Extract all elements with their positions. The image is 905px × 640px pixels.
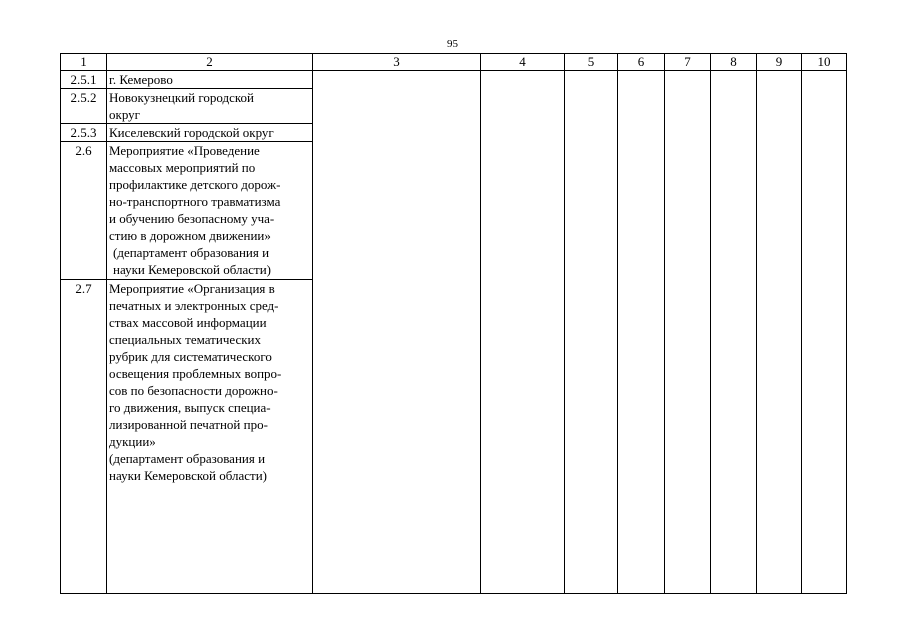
row-title xyxy=(107,142,313,280)
row-title-line: (департамент образования и xyxy=(109,451,266,466)
row-number: 2.5.1 xyxy=(61,71,107,89)
column-header-3: 3 xyxy=(313,54,481,71)
row-number: 2.5.3 xyxy=(61,124,107,142)
empty-cell xyxy=(565,71,618,594)
row-title-line: науки Кемеровской области) xyxy=(113,262,272,277)
measures-table xyxy=(60,53,847,594)
row-title-line: (департамент образования и xyxy=(113,245,270,260)
row-title-line: округ xyxy=(109,107,140,122)
empty-cell xyxy=(618,71,665,594)
row-title-line: и обучению безопасному уча- xyxy=(109,211,275,226)
column-header-5: 5 xyxy=(565,54,618,71)
row-title-line: Новокузнецкий городской xyxy=(109,90,254,105)
row-title-line: лизированной печатной про- xyxy=(109,417,268,432)
row-number: 2.6 xyxy=(61,142,107,280)
empty-cell xyxy=(711,71,757,594)
column-header-7: 7 xyxy=(665,54,711,71)
row-title-line: Мероприятие «Проведение xyxy=(109,143,260,158)
column-header-1: 1 xyxy=(61,54,107,71)
row-number: 2.7 xyxy=(61,280,107,594)
column-header-8: 8 xyxy=(711,54,757,71)
column-header-9: 9 xyxy=(757,54,802,71)
row-title xyxy=(107,280,313,594)
column-number-row xyxy=(61,54,847,71)
row-title-line: ствах массовой информации xyxy=(109,315,267,330)
row-title-line: но-транспортного травматизма xyxy=(109,194,281,209)
column-header-6: 6 xyxy=(618,54,665,71)
row-title-line: печатных и электронных сред- xyxy=(109,298,279,313)
column-header-4: 4 xyxy=(481,54,565,71)
row-title-line: стию в дорожном движении» xyxy=(109,228,271,243)
row-title xyxy=(107,124,313,142)
row-title-line: Киселевский городской округ xyxy=(109,125,274,140)
empty-cell xyxy=(313,71,481,594)
row-title-line: массовых мероприятий по xyxy=(109,160,256,175)
row-title-line: профилактике детского дорож- xyxy=(109,177,281,192)
row-title-line: освещения проблемных вопро- xyxy=(109,366,282,381)
page-number: 95 xyxy=(447,38,458,50)
empty-cell xyxy=(802,71,847,594)
row-title-line: науки Кемеровской области) xyxy=(109,468,268,483)
row-title-line: рубрик для систематического xyxy=(109,349,272,364)
empty-cell xyxy=(757,71,802,594)
column-header-2: 2 xyxy=(107,54,313,71)
row-title-line: специальных тематических xyxy=(109,332,261,347)
row-title-line: Мероприятие «Организация в xyxy=(109,281,275,296)
row-number: 2.5.2 xyxy=(61,89,107,124)
row-title-line: го движения, выпуск специа- xyxy=(109,400,271,415)
empty-cell xyxy=(481,71,565,594)
row-title-line: сов по безопасности дорожно- xyxy=(109,383,278,398)
empty-cell xyxy=(665,71,711,594)
row-title-line: дукции» xyxy=(109,434,156,449)
row-title xyxy=(107,71,313,89)
row-title-line: г. Кемерово xyxy=(109,72,173,87)
column-header-10: 10 xyxy=(802,54,847,71)
table-row xyxy=(61,71,847,89)
row-title xyxy=(107,89,313,124)
